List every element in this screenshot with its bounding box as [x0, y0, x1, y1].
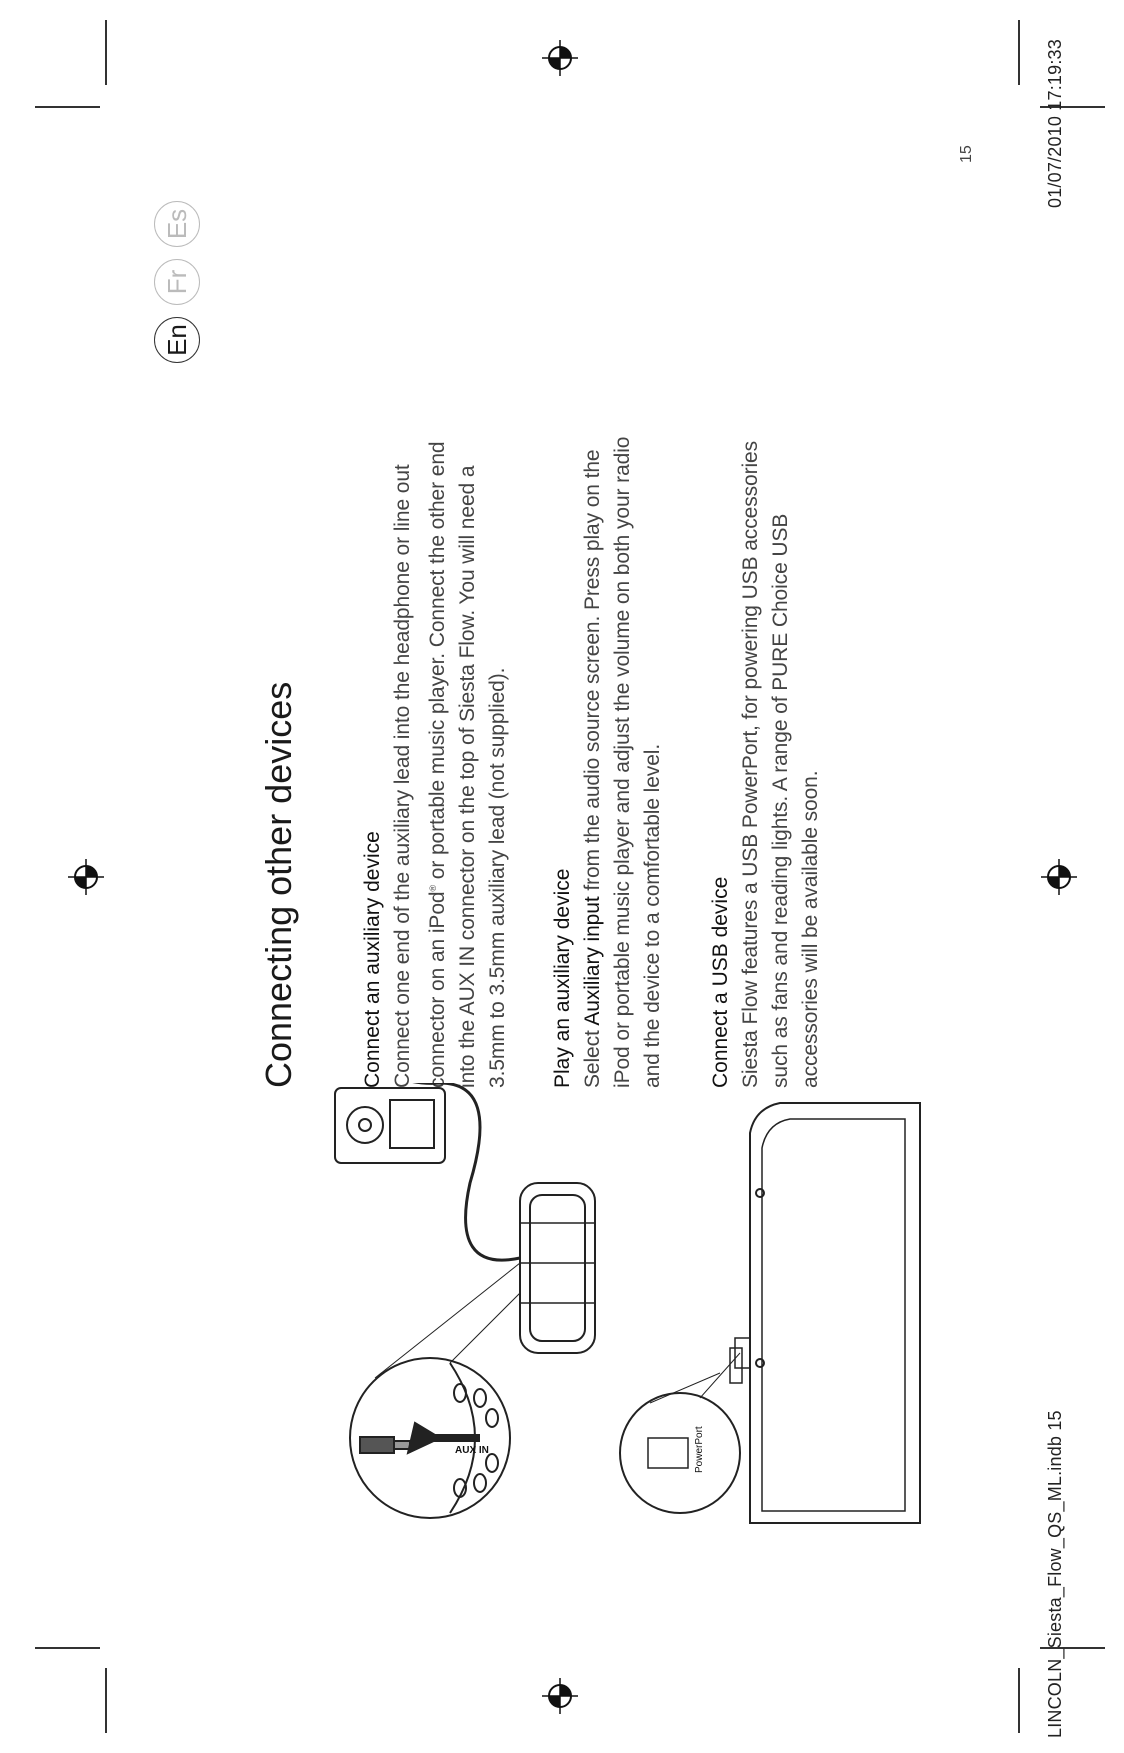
- auxiliary-input-term: Auxiliary input: [581, 896, 604, 1026]
- section-body: Siesta Flow features a USB PowerPort, for powering USB accessories such as fans and reading lights. A range of PURE Choice USB accessories will be available soon.: [739, 440, 822, 1088]
- section-play-auxiliary: [548, 248, 668, 1088]
- section-heading: Connect a USB device: [709, 876, 732, 1088]
- section-body: Select Auxiliary input from the audio source screen. Press play on the iPod or portable music player and adjust the volume on both your radio and the device to a comfortable level.: [581, 436, 664, 1088]
- language-es-icon[interactable]: Es: [154, 201, 200, 247]
- powerport-label: PowerPort: [694, 1426, 705, 1473]
- page-title: Connecting other devices: [258, 681, 299, 1088]
- device-illustration: [330, 1083, 930, 1603]
- section-connect-usb: [706, 248, 826, 1088]
- section-heading: Connect an auxiliary device: [361, 831, 384, 1088]
- language-fr-icon[interactable]: Fr: [154, 259, 200, 305]
- page-number: 15: [958, 145, 975, 163]
- section-connect-auxiliary: [358, 248, 513, 1088]
- section-body: Connect one end of the auxiliary lead into the headphone or line out connector on an iPod® or portable music player. Connect the other end into the AUX IN connector on the top of Siesta Flow. You will need a 3.5mm to 3.5mm auxiliary lead (not supplied).: [391, 441, 509, 1088]
- language-en-icon[interactable]: En: [154, 317, 200, 363]
- print-timestamp: 01/07/2010 17:19:33: [1045, 39, 1065, 208]
- file-slug: LINCOLN_Siesta_Flow_QS_ML.indb 15: [1045, 1410, 1065, 1738]
- aux-in-label: AUX IN: [455, 1445, 489, 1456]
- section-heading: Play an auxiliary device: [551, 868, 574, 1088]
